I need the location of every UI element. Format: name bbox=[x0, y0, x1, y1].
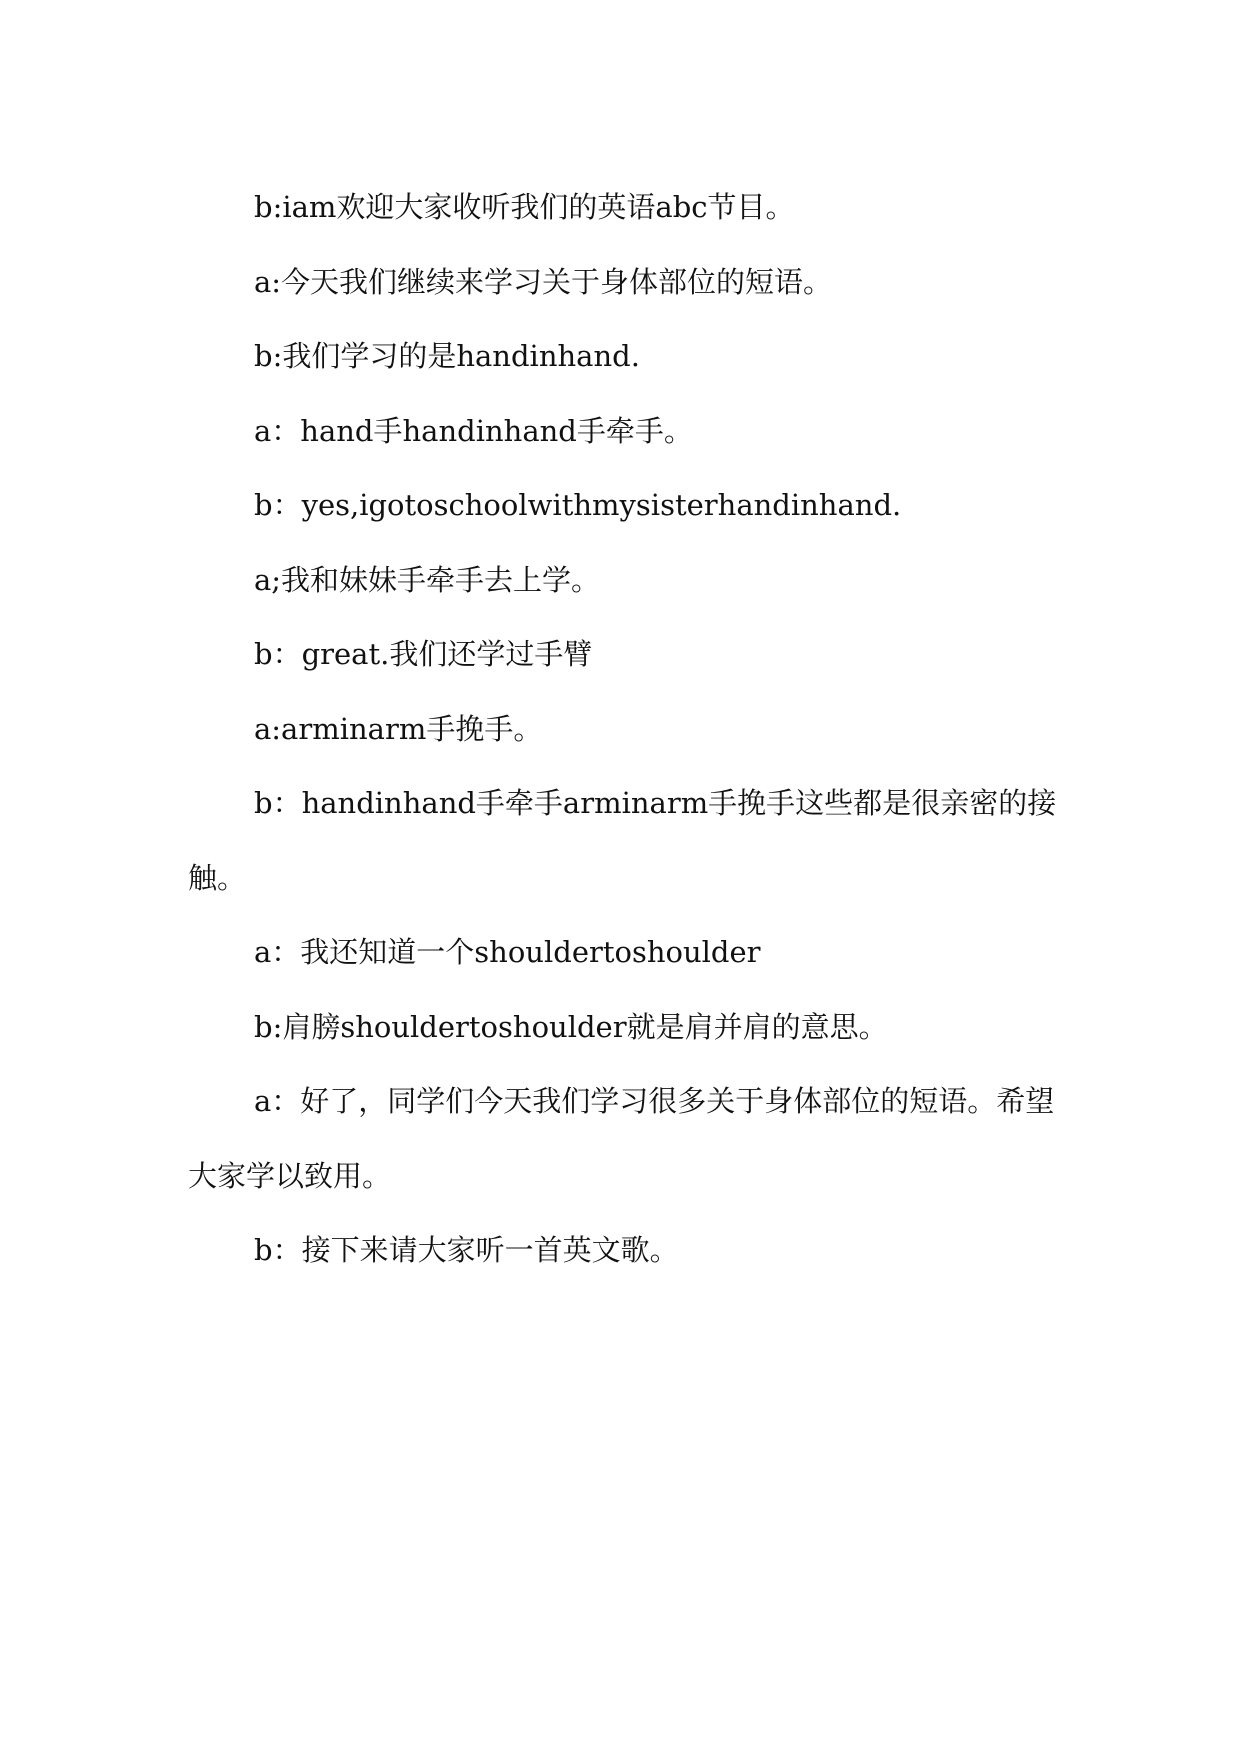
dialogue-line-2: a:今天我们继续来学习关于身体部位的短语。 bbox=[254, 264, 833, 299]
dialogue-line-7: b：great.我们还学过手臂 bbox=[254, 637, 593, 671]
dialogue-line-9: b：handinhand手牵手arminarm手挽手这些都是很亲密的接触。 bbox=[188, 786, 1057, 895]
dialogue-line-1: b:iam欢迎大家收听我们的英语abc节目。 bbox=[254, 190, 795, 224]
dialogue-line-10: a：我还知道一个shouldertoshoulder bbox=[254, 935, 761, 969]
dialogue-line-8: a:arminarm手挽手。 bbox=[254, 711, 543, 746]
dialogue-line-6: a;我和妹妹手牵手去上学。 bbox=[254, 562, 601, 597]
dialogue-line-11: b:肩膀shouldertoshoulder就是肩并肩的意思。 bbox=[254, 1009, 888, 1044]
dialogue-body bbox=[188, 170, 1058, 1288]
dialogue-line-4: a：hand手handinhand手牵手。 bbox=[254, 413, 693, 448]
dialogue-line-12: a：好了，同学们今天我们学习很多关于身体部位的短语。希望大家学以致用。 bbox=[188, 1084, 1055, 1193]
dialogue-line-13: b：接下来请大家听一首英文歌。 bbox=[254, 1233, 679, 1267]
dialogue-line-3: b:我们学习的是handinhand. bbox=[254, 339, 640, 373]
dialogue-line-5: b：yes,igotoschoolwithmysisterhandinhand. bbox=[254, 488, 902, 522]
